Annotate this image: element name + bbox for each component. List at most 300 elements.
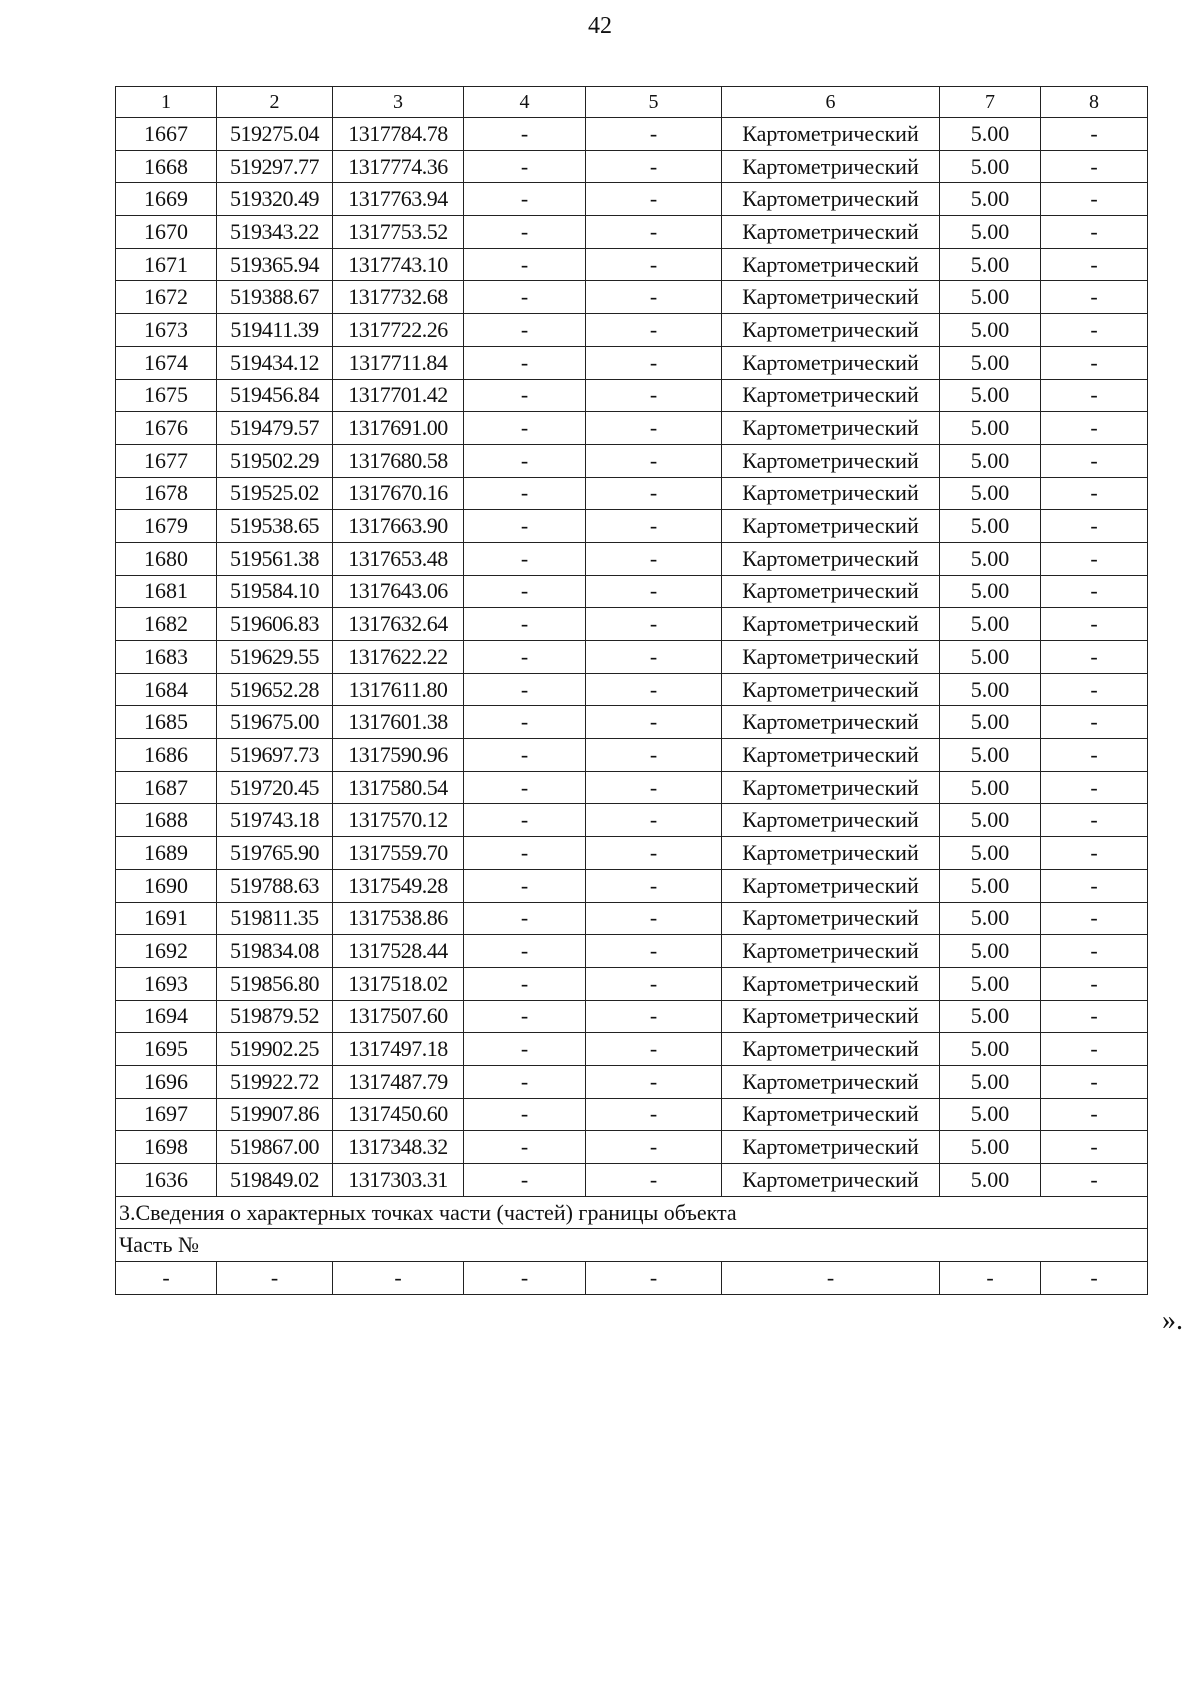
table-cell: - [464,804,586,837]
table-cell: - [464,150,586,183]
table-cell: Картометрический [722,771,940,804]
table-cell: Картометрический [722,248,940,281]
table-cell: 1317303.31 [333,1164,464,1197]
table-cell: 519320.49 [217,183,333,216]
table-cell: - [1041,1033,1148,1066]
table-cell: - [464,379,586,412]
table-cell: 1317507.60 [333,1000,464,1033]
table-cell: - [586,118,722,151]
table-cell: 1682 [116,608,217,641]
table-cell: Картометрический [722,608,940,641]
table-cell: - [1041,1131,1148,1164]
table-cell: 1317632.64 [333,608,464,641]
table-cell: 519606.83 [217,608,333,641]
table-cell: 519561.38 [217,542,333,575]
table-row [116,510,1148,543]
table-cell: 5.00 [940,183,1041,216]
table-cell: Картометрический [722,1033,940,1066]
table-cell: - [1041,641,1148,674]
table-cell: Картометрический [722,967,940,1000]
table-cell: 519922.72 [217,1065,333,1098]
table-cell: - [464,542,586,575]
table-cell: 5.00 [940,477,1041,510]
table-cell: 5.00 [940,771,1041,804]
table-row [116,771,1148,804]
table-cell: Картометрический [722,412,940,445]
table-cell: Картометрический [722,837,940,870]
column-header: 7 [940,87,1041,118]
table-cell: - [464,346,586,379]
table-cell: 5.00 [940,281,1041,314]
table-cell: - [1041,967,1148,1000]
table-cell: 5.00 [940,1164,1041,1197]
table-cell: - [1041,739,1148,772]
table-cell: 5.00 [940,1000,1041,1033]
table-cell: 519538.65 [217,510,333,543]
table-cell: 1636 [116,1164,217,1197]
table-cell: 1675 [116,379,217,412]
table-cell: 519879.52 [217,1000,333,1033]
table-cell: - [464,1164,586,1197]
table-cell: 5.00 [940,935,1041,968]
table-cell: - [1041,248,1148,281]
table-cell: 5.00 [940,118,1041,151]
table-row [116,346,1148,379]
table-cell: - [1041,444,1148,477]
table-cell: Картометрический [722,346,940,379]
table-cell: 519343.22 [217,216,333,249]
table-cell: 5.00 [940,1033,1041,1066]
table-row [116,1131,1148,1164]
table-cell: 1686 [116,739,217,772]
table-cell: Картометрический [722,118,940,151]
table-row [116,379,1148,412]
table-row [116,673,1148,706]
column-header: 8 [1041,87,1148,118]
table-cell: 1667 [116,118,217,151]
table-cell: - [464,412,586,445]
table-cell: - [1041,1000,1148,1033]
table-cell: - [586,444,722,477]
table-cell: 1317691.00 [333,412,464,445]
empty-cell: - [464,1262,586,1295]
table-cell: - [1041,150,1148,183]
table-cell: - [464,706,586,739]
table-cell: 519388.67 [217,281,333,314]
table-row [116,902,1148,935]
table-cell: 1687 [116,771,217,804]
table-cell: 1684 [116,673,217,706]
table-cell: 5.00 [940,608,1041,641]
table-cell: 5.00 [940,150,1041,183]
table-cell: 1688 [116,804,217,837]
table-row [116,1033,1148,1066]
table-cell: 519907.86 [217,1098,333,1131]
table-cell: 519297.77 [217,150,333,183]
table-cell: - [464,1033,586,1066]
table-cell: 1674 [116,346,217,379]
table-cell: - [586,477,722,510]
table-cell: 1317622.22 [333,641,464,674]
table-row [116,150,1148,183]
table-cell: - [1041,608,1148,641]
table-cell: 1695 [116,1033,217,1066]
table-cell: Картометрический [722,575,940,608]
empty-cell: - [116,1262,217,1295]
table-cell: Картометрический [722,869,940,902]
table-cell: - [1041,1098,1148,1131]
table-cell: 1317701.42 [333,379,464,412]
table-cell: - [586,150,722,183]
table-row [116,869,1148,902]
table-cell: - [464,510,586,543]
table-cell: - [1041,216,1148,249]
table-cell: 1670 [116,216,217,249]
table-cell: 1317570.12 [333,804,464,837]
column-header: 4 [464,87,586,118]
table-cell: 1691 [116,902,217,935]
table-cell: - [586,935,722,968]
table-row [116,739,1148,772]
table-row [116,314,1148,347]
table-cell: 5.00 [940,216,1041,249]
column-header: 2 [217,87,333,118]
table-cell: - [464,575,586,608]
table-cell: 5.00 [940,804,1041,837]
table-cell: - [1041,118,1148,151]
column-header: 3 [333,87,464,118]
table-row [116,967,1148,1000]
table-cell: - [464,1131,586,1164]
table-cell: Картометрический [722,183,940,216]
empty-part-row [116,1262,1148,1295]
boundary-points-table [115,86,1148,1295]
table-cell: 519479.57 [217,412,333,445]
column-header: 1 [116,87,217,118]
table-cell: Картометрический [722,706,940,739]
table-cell: 1317643.06 [333,575,464,608]
table-cell: - [586,967,722,1000]
table-cell: 1676 [116,412,217,445]
table-cell: - [586,183,722,216]
table-cell: 1317774.36 [333,150,464,183]
table-cell: - [464,1065,586,1098]
table-cell: - [464,444,586,477]
table-cell: 5.00 [940,673,1041,706]
table-cell: 1685 [116,706,217,739]
table-cell: 5.00 [940,542,1041,575]
table-cell: Картометрический [722,216,940,249]
section-title-row [116,1196,1148,1229]
table-cell: - [1041,706,1148,739]
table-cell: 1317549.28 [333,869,464,902]
table-cell: 519675.00 [217,706,333,739]
table-cell: - [464,118,586,151]
table-cell: - [586,1098,722,1131]
table-cell: 1317487.79 [333,1065,464,1098]
table-cell: Картометрический [722,1000,940,1033]
table-cell: Картометрический [722,1098,940,1131]
table-cell: - [586,248,722,281]
table-cell: 5.00 [940,1131,1041,1164]
table-cell: 519365.94 [217,248,333,281]
table-cell: - [464,771,586,804]
table-cell: 1689 [116,837,217,870]
table-cell: - [1041,379,1148,412]
table-cell: 519275.04 [217,118,333,151]
section-title: 3.Сведения о характерных точках части (частей) границы объекта [116,1196,1148,1229]
table-cell: 1317670.16 [333,477,464,510]
table-cell: Картометрический [722,1164,940,1197]
table-cell: Картометрический [722,1065,940,1098]
table-cell: 1317518.02 [333,967,464,1000]
table-cell: 1672 [116,281,217,314]
table-row [116,1098,1148,1131]
table-cell: - [586,1065,722,1098]
table-cell: Картометрический [722,641,940,674]
table-cell: 1317559.70 [333,837,464,870]
table-cell: 519697.73 [217,739,333,772]
table-cell: - [464,216,586,249]
table-cell: 1317663.90 [333,510,464,543]
table-cell: 519811.35 [217,902,333,935]
table-cell: 1673 [116,314,217,347]
table-row [116,1065,1148,1098]
table-cell: - [586,1131,722,1164]
table-cell: 5.00 [940,510,1041,543]
empty-cell: - [940,1262,1041,1295]
table-cell: - [1041,837,1148,870]
header-row [116,87,1148,118]
table-cell: 519867.00 [217,1131,333,1164]
table-row [116,216,1148,249]
column-header: 5 [586,87,722,118]
closing-quote-mark: ». [1162,1305,1183,1336]
column-header: 6 [722,87,940,118]
table-cell: 1693 [116,967,217,1000]
table-cell: - [464,477,586,510]
table-cell: - [586,1164,722,1197]
table-cell: 5.00 [940,575,1041,608]
table-row [116,935,1148,968]
table-cell: - [586,739,722,772]
table-cell: Картометрический [722,379,940,412]
table-cell: 1317348.32 [333,1131,464,1164]
table-cell: Картометрический [722,510,940,543]
table-cell: - [586,771,722,804]
table-row [116,118,1148,151]
table-cell: - [464,641,586,674]
table-cell: - [586,673,722,706]
table-cell: - [1041,281,1148,314]
table-cell: 5.00 [940,1098,1041,1131]
table-row [116,412,1148,445]
table-cell: - [464,1000,586,1033]
table-cell: 1317753.52 [333,216,464,249]
table-cell: - [1041,804,1148,837]
table-cell: 1317680.58 [333,444,464,477]
table-cell: 519834.08 [217,935,333,968]
table-cell: Картометрический [722,314,940,347]
table-cell: - [1041,510,1148,543]
table-cell: - [1041,869,1148,902]
table-cell: - [464,935,586,968]
table-cell: - [586,608,722,641]
table-cell: 1317590.96 [333,739,464,772]
table-row [116,477,1148,510]
part-label: Часть № [116,1229,1148,1262]
table-cell: - [1041,935,1148,968]
table-cell: 5.00 [940,739,1041,772]
table-cell: - [464,673,586,706]
table-cell: 5.00 [940,706,1041,739]
table-cell: 1681 [116,575,217,608]
table-cell: 1317601.38 [333,706,464,739]
table-cell: 519652.28 [217,673,333,706]
table-row [116,248,1148,281]
table-cell: Картометрический [722,935,940,968]
table-cell: 519525.02 [217,477,333,510]
table-cell: - [464,608,586,641]
table-cell: Картометрический [722,444,940,477]
table-cell: - [464,967,586,1000]
table-cell: - [464,1098,586,1131]
table-cell: - [1041,183,1148,216]
table-cell: - [1041,902,1148,935]
table-cell: - [1041,542,1148,575]
table-cell: - [586,379,722,412]
table-cell: Картометрический [722,150,940,183]
table-cell: - [586,281,722,314]
table-cell: - [464,183,586,216]
table-cell: - [464,869,586,902]
empty-cell: - [586,1262,722,1295]
table-cell: Картометрический [722,739,940,772]
table-cell: 1317743.10 [333,248,464,281]
table-cell: 1683 [116,641,217,674]
table-body [116,118,1148,1295]
table-cell: 5.00 [940,837,1041,870]
part-label-row [116,1229,1148,1262]
table-cell: 1678 [116,477,217,510]
table-row [116,1000,1148,1033]
table-cell: 519584.10 [217,575,333,608]
table-row [116,575,1148,608]
table-cell: - [586,346,722,379]
table-cell: 1669 [116,183,217,216]
table-cell: 1317528.44 [333,935,464,968]
table-cell: - [1041,673,1148,706]
table-cell: - [464,314,586,347]
table-cell: 519849.02 [217,1164,333,1197]
table-cell: 519788.63 [217,869,333,902]
table-cell: 1317763.94 [333,183,464,216]
table-cell: 1679 [116,510,217,543]
table-cell: - [586,510,722,543]
table-cell: 5.00 [940,248,1041,281]
table-cell: 5.00 [940,869,1041,902]
table-row [116,837,1148,870]
table-cell: 1317450.60 [333,1098,464,1131]
table-cell: 519856.80 [217,967,333,1000]
empty-cell: - [333,1262,464,1295]
table-cell: 519765.90 [217,837,333,870]
table-cell: 5.00 [940,967,1041,1000]
table-cell: - [464,281,586,314]
table-cell: Картометрический [722,804,940,837]
table-cell: 1317732.68 [333,281,464,314]
table-cell: 1317497.18 [333,1033,464,1066]
table-cell: 1692 [116,935,217,968]
table-cell: 519720.45 [217,771,333,804]
table-cell: 519743.18 [217,804,333,837]
table-cell: 1317722.26 [333,314,464,347]
table-cell: 1317538.86 [333,902,464,935]
empty-cell: - [722,1262,940,1295]
table-cell: Картометрический [722,281,940,314]
table-cell: - [1041,575,1148,608]
table-row [116,444,1148,477]
table-cell: 519902.25 [217,1033,333,1066]
table-row [116,804,1148,837]
table-cell: - [464,739,586,772]
table-cell: - [586,412,722,445]
table-cell: - [1041,771,1148,804]
table-cell: - [586,837,722,870]
table-row [116,281,1148,314]
empty-cell: - [217,1262,333,1295]
table-cell: 519629.55 [217,641,333,674]
table-cell: 5.00 [940,379,1041,412]
table-cell: - [586,869,722,902]
table-cell: 5.00 [940,641,1041,674]
table-cell: - [586,314,722,347]
table-cell: - [1041,412,1148,445]
table-cell: Картометрический [722,673,940,706]
table-cell: - [586,1000,722,1033]
table-row [116,542,1148,575]
table-cell: - [1041,477,1148,510]
table-cell: 5.00 [940,314,1041,347]
table-cell: 1317611.80 [333,673,464,706]
table-cell: 1317711.84 [333,346,464,379]
table-cell: 1677 [116,444,217,477]
table-cell: Картометрический [722,477,940,510]
table-cell: 519456.84 [217,379,333,412]
table-row [116,183,1148,216]
table-cell: - [586,804,722,837]
table-cell: - [586,902,722,935]
table-cell: - [464,837,586,870]
table-row [116,608,1148,641]
table-row [116,1164,1148,1197]
table-cell: - [1041,1164,1148,1197]
table-cell: 5.00 [940,902,1041,935]
table-row [116,706,1148,739]
table-cell: Картометрический [722,542,940,575]
table-cell: - [586,706,722,739]
table-cell: 1671 [116,248,217,281]
table-cell: - [586,1033,722,1066]
table-cell: - [1041,346,1148,379]
table-cell: 1317580.54 [333,771,464,804]
table-cell: - [586,641,722,674]
table-cell: - [586,575,722,608]
table-cell: 1696 [116,1065,217,1098]
table-cell: - [464,902,586,935]
table-cell: - [1041,314,1148,347]
page-number: 42 [588,13,612,39]
